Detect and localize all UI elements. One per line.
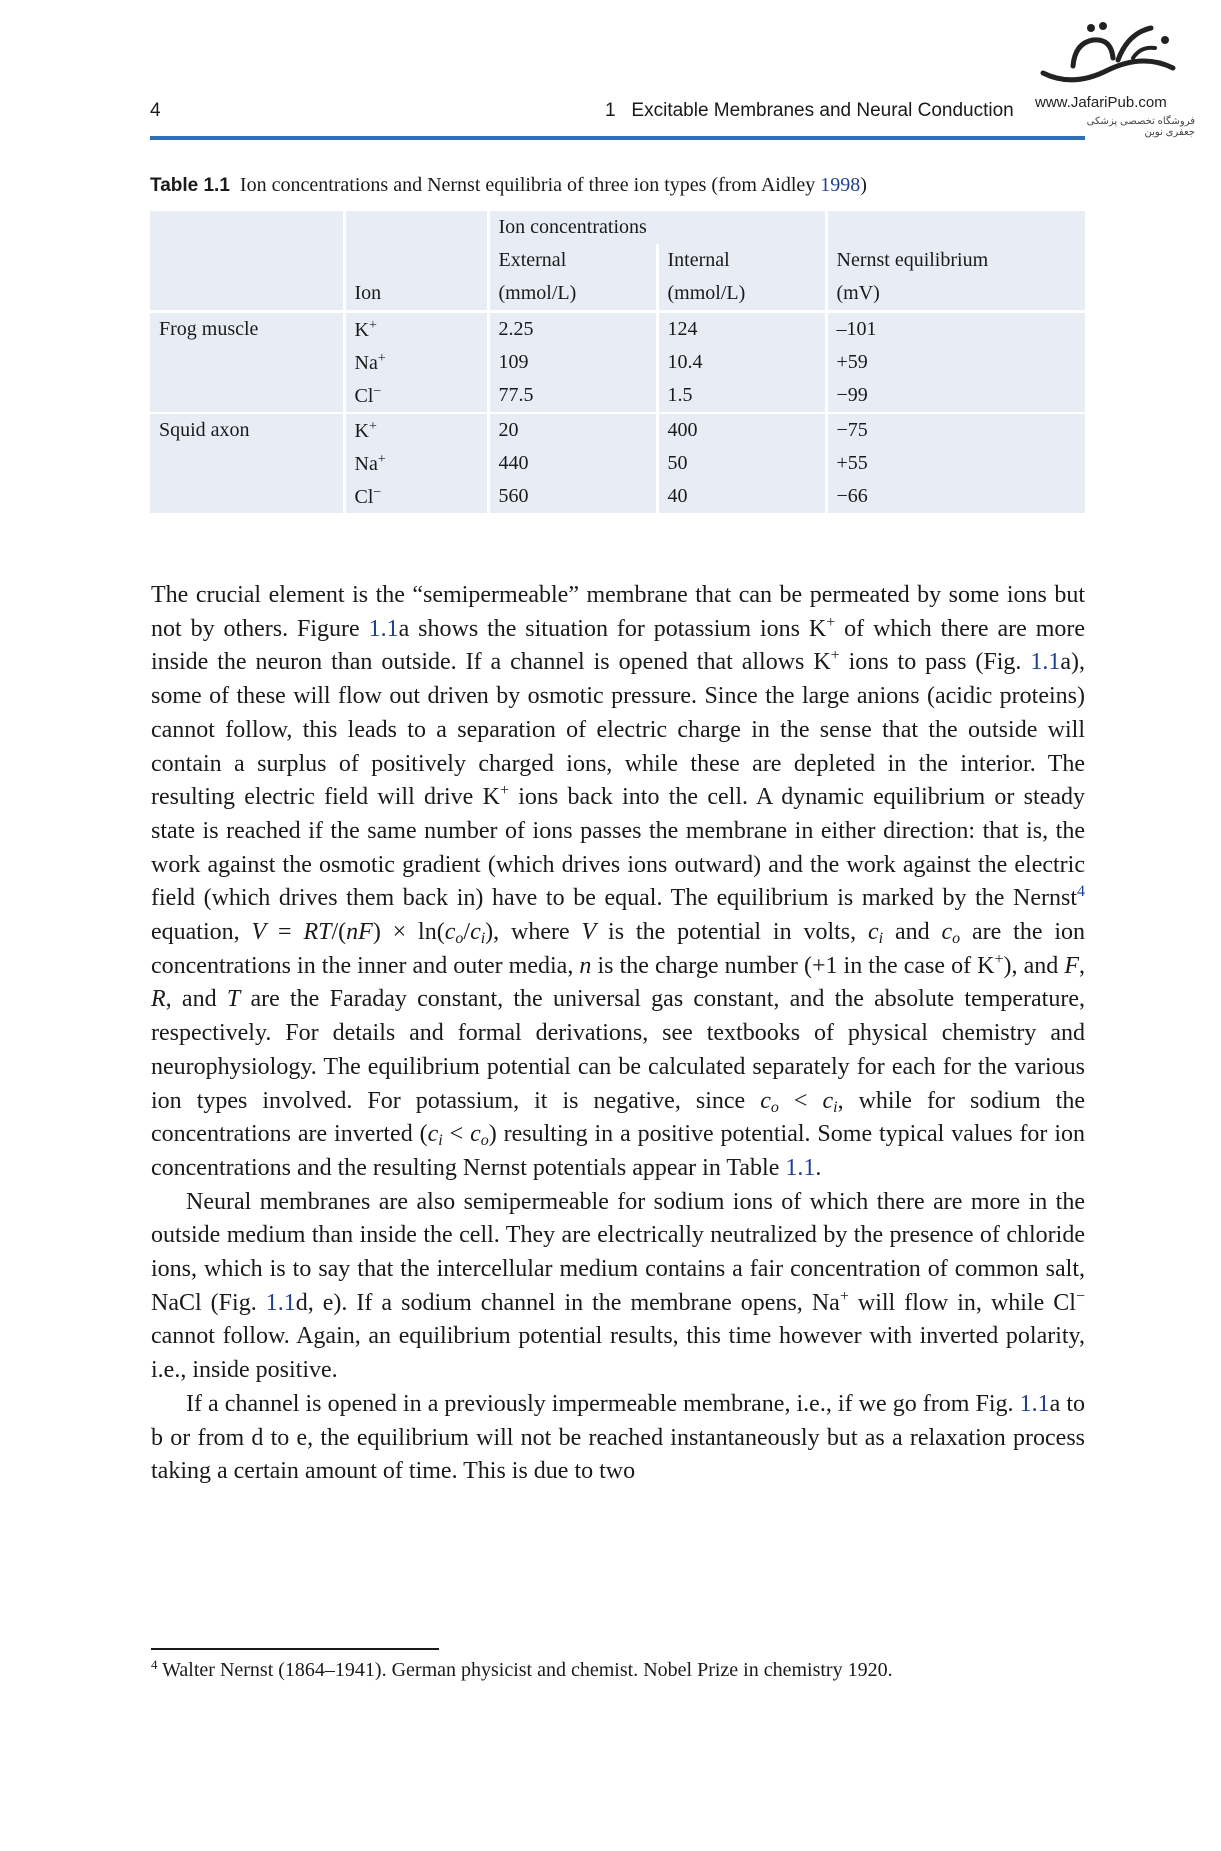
header-internal-unit: (mmol/L) bbox=[657, 277, 826, 312]
figure-link[interactable]: 1.1 bbox=[1019, 1390, 1050, 1417]
header-ion-concentrations: Ion concentrations bbox=[488, 211, 826, 244]
table-row bbox=[150, 379, 1085, 413]
watermark-tagline: فروشگاه تخصصی پزشکی جعفری نوین bbox=[1086, 116, 1195, 138]
ion-cell: K+ bbox=[344, 413, 488, 447]
paragraph: If a channel is opened in a previously impermeable membrane, i.e., if we go from Fig. 1.1a to b or from d to e, the equilibrium will not be reached instantaneously but as a relaxation process taking a certain amount of time. This is due to two bbox=[151, 1390, 1086, 1485]
header-external-unit: (mmol/L) bbox=[488, 277, 657, 312]
table-row bbox=[150, 413, 1085, 447]
external-cell: 560 bbox=[488, 480, 657, 513]
table-header-row bbox=[150, 277, 1085, 312]
body-text bbox=[151, 579, 1085, 1489]
internal-cell: 400 bbox=[657, 413, 826, 447]
footnote bbox=[151, 1657, 893, 1682]
figure-link[interactable]: 1.1 bbox=[1030, 649, 1061, 676]
paragraph: The crucial element is the “semipermeable” membrane that can be permeated by some ions but not by others. Figure 1.1a shows the situation for potassium ions K+ of which there are more inside the neuron than outside. If a channel is opened that allows K+ ions to pass (Fig. 1.1a), some of these will flow out driven by osmotic pressure. Since the large anions (acidic proteins) cannot follow, this leads to a separation of electric charge in the sense that the outside will contain a surplus of positively charged ions, while these are depleted in the interior. The resulting electric field will drive K+ ions back into the cell. A dynamic equilibrium or steady state is reached if the same number of ions passes the membrane in either direction: that is, the work against the osmotic gradient (which drives ions outward) and the work against the electric field (which drives them back in) have to be equal. The equilibrium is marked by the Nernst$^4$ equation, $V = RT/(nF) \times \ln(c_o/c_i)$, where V is the potential in volts, $c_i$ and $c_o$ are the ion concentrations in the inner and outer media, n is the charge number (+1 in the case of K+), and F, R, and T are the Faraday constant, the universal gas constant, and the absolute temperature, respectively. For details and formal derivations, see textbooks of physical chemistry and neurophysiology. The equilibrium potential can be calculated separately for each for the various ion types involved. For potassium, it is negative, since $c_o < c_i$, while for sodium the concentrations are inverted $(c_i < c_o)$ resulting in a positive potential. Some typical values for ion concentrations and the resulting Nernst potentials appear in Table 1.1. bbox=[151, 582, 1086, 1181]
figure-link[interactable]: 1.1 bbox=[265, 1289, 296, 1316]
footnote-rule bbox=[151, 1648, 439, 1650]
nernst-cell: –101 bbox=[826, 312, 1085, 347]
header-rule bbox=[150, 136, 1085, 140]
nernst-cell: −75 bbox=[826, 413, 1085, 447]
tissue-cell bbox=[150, 346, 344, 379]
tissue-cell: Squid axon bbox=[159, 419, 250, 441]
footnote-link[interactable]: 4 bbox=[1077, 883, 1085, 901]
table-link[interactable]: 1.1 bbox=[785, 1154, 816, 1181]
tissue-cell bbox=[150, 379, 344, 413]
figure-link[interactable]: 1.1 bbox=[368, 615, 399, 642]
ion-cell: K+ bbox=[344, 312, 488, 347]
internal-cell: 1.5 bbox=[657, 379, 826, 413]
external-cell: 20 bbox=[488, 413, 657, 447]
ion-cell: Cl− bbox=[344, 480, 488, 513]
table-row bbox=[150, 346, 1085, 379]
ion-cell: Cl− bbox=[344, 379, 488, 413]
header-external: External bbox=[488, 244, 657, 277]
nernst-cell: +59 bbox=[826, 346, 1085, 379]
tissue-cell bbox=[150, 447, 344, 480]
footnote-text: Walter Nernst (1864–1941). German physicist and chemist. Nobel Prize in chemistry 1920. bbox=[157, 1659, 893, 1681]
external-cell: 77.5 bbox=[488, 379, 657, 413]
header-ion: Ion bbox=[344, 277, 488, 312]
table-caption bbox=[150, 174, 867, 197]
table-header-row bbox=[150, 211, 1085, 244]
internal-cell: 124 bbox=[657, 312, 826, 347]
nernst-cell: −66 bbox=[826, 480, 1085, 513]
header-nernst: Nernst equilibrium bbox=[826, 244, 1085, 277]
chapter-number: 1 bbox=[605, 100, 616, 121]
external-cell: 109 bbox=[488, 346, 657, 379]
nernst-cell: +55 bbox=[826, 447, 1085, 480]
internal-cell: 50 bbox=[657, 447, 826, 480]
ion-table bbox=[150, 211, 1085, 513]
header-internal: Internal bbox=[657, 244, 826, 277]
table-label: Table 1.1 bbox=[150, 175, 230, 196]
publisher-logo-icon bbox=[1033, 18, 1183, 93]
nernst-cell: −99 bbox=[826, 379, 1085, 413]
tissue-cell bbox=[150, 480, 344, 513]
watermark-url: www.JafariPub.com bbox=[1035, 94, 1167, 111]
caption-end: ) bbox=[860, 174, 867, 196]
caption-text: Ion concentrations and Nernst equilibria of three ion types (from Aidley bbox=[239, 174, 821, 196]
table-header-row bbox=[150, 244, 1085, 277]
watermark bbox=[1025, 18, 1195, 143]
external-cell: 440 bbox=[488, 447, 657, 480]
internal-cell: 40 bbox=[657, 480, 826, 513]
ion-cell: Na+ bbox=[344, 447, 488, 480]
internal-cell: 10.4 bbox=[657, 346, 826, 379]
table-row bbox=[150, 480, 1085, 513]
running-head bbox=[605, 100, 1014, 122]
caption-citation-link[interactable]: 1998 bbox=[820, 174, 861, 196]
page-number: 4 bbox=[150, 100, 161, 121]
chapter-title: Excitable Membranes and Neural Conduction bbox=[631, 100, 1014, 121]
table-row bbox=[150, 447, 1085, 480]
external-cell: 2.25 bbox=[488, 312, 657, 347]
ion-cell: Na+ bbox=[344, 346, 488, 379]
header-nernst-unit: (mV) bbox=[826, 277, 1085, 312]
table-row bbox=[150, 312, 1085, 347]
footnote-mark: 4 bbox=[151, 1657, 158, 1672]
paragraph: Neural membranes are also semipermeable for sodium ions of which there are more in the outside medium than inside the cell. They are electrically neutralized by the presence of chloride ions, which is to say that the intercellular medium contains a fair concentration of common salt, NaCl (Fig. 1.1d, e). If a sodium channel in the membrane opens, Na+ will flow in, while Cl− cannot follow. Again, an equilibrium potential results, this time however with inverted polarity, i.e., inside positive. bbox=[151, 1188, 1085, 1384]
tissue-cell: Frog muscle bbox=[159, 318, 259, 340]
